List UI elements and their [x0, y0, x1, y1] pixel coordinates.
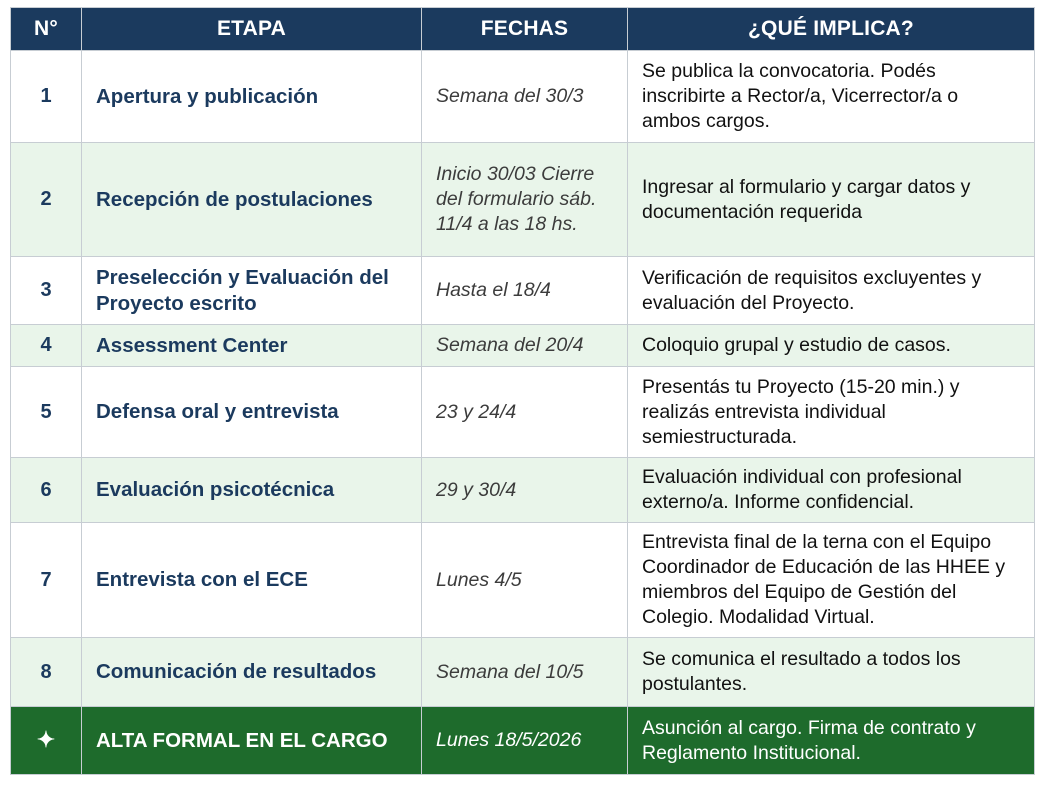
table-row: [11, 367, 1035, 458]
table-row: [11, 143, 1035, 257]
row-desc: Se comunica el resultado a todos los postulantes.: [628, 638, 1035, 707]
row-number: 3: [11, 257, 82, 325]
row-etapa: Evaluación psicotécnica: [82, 458, 422, 523]
row-etapa: ALTA FORMAL EN EL CARGO: [82, 707, 422, 775]
table-header-row: [11, 8, 1035, 51]
schedule-table: [10, 7, 1035, 775]
table-row: [11, 257, 1035, 325]
row-desc: Se publica la convocatoria. Podés inscribirte a Rector/a, Vicerrector/a o ambos cargos.: [628, 51, 1035, 143]
table-row: [11, 638, 1035, 707]
row-desc: Presentás tu Proyecto (15-20 min.) y realizás entrevista individual semiestructurada.: [628, 367, 1035, 458]
row-fecha: 23 y 24/4: [422, 367, 628, 458]
header-etapa: ETAPA: [82, 8, 422, 51]
row-fecha: Semana del 10/5: [422, 638, 628, 707]
row-fecha: Inicio 30/03 Cierre del formulario sáb. 11/4 a las 18 hs.: [422, 143, 628, 257]
sparkle-star-icon: ✦: [36, 727, 56, 752]
header-fechas: FECHAS: [422, 8, 628, 51]
final-row: [11, 707, 1035, 775]
row-fecha: Semana del 30/3: [422, 51, 628, 143]
header-implica: ¿QUÉ IMPLICA?: [628, 8, 1035, 51]
row-etapa: Entrevista con el ECE: [82, 523, 422, 638]
row-number: 2: [11, 143, 82, 257]
row-etapa: Preselección y Evaluación del Proyecto escrito: [82, 257, 422, 325]
row-desc: Asunción al cargo. Firma de contrato y Reglamento Institucional.: [628, 707, 1035, 775]
row-etapa: Recepción de postulaciones: [82, 143, 422, 257]
row-desc: Ingresar al formulario y cargar datos y documentación requerida: [628, 143, 1035, 257]
table-row: [11, 325, 1035, 367]
table-row: [11, 51, 1035, 143]
row-number: 1: [11, 51, 82, 143]
row-number: 8: [11, 638, 82, 707]
row-number: 6: [11, 458, 82, 523]
row-number: 4: [11, 325, 82, 367]
row-number: 5: [11, 367, 82, 458]
table-row: [11, 458, 1035, 523]
row-etapa: Apertura y publicación: [82, 51, 422, 143]
row-desc: Coloquio grupal y estudio de casos.: [628, 325, 1035, 367]
row-etapa: Comunicación de resultados: [82, 638, 422, 707]
row-desc: Verificación de requisitos excluyentes y evaluación del Proyecto.: [628, 257, 1035, 325]
row-number: 7: [11, 523, 82, 638]
row-fecha: 29 y 30/4: [422, 458, 628, 523]
row-desc: Evaluación individual con profesional externo/a. Informe confidencial.: [628, 458, 1035, 523]
table-row: [11, 523, 1035, 638]
row-etapa: Assessment Center: [82, 325, 422, 367]
row-fecha: Semana del 20/4: [422, 325, 628, 367]
row-number: [11, 707, 82, 775]
row-fecha: Lunes 18/5/2026: [422, 707, 628, 775]
header-num: N°: [11, 8, 82, 51]
row-etapa: Defensa oral y entrevista: [82, 367, 422, 458]
row-fecha: Hasta el 18/4: [422, 257, 628, 325]
schedule-table-container: [10, 7, 1034, 775]
row-fecha: Lunes 4/5: [422, 523, 628, 638]
row-desc: Entrevista final de la terna con el Equipo Coordinador de Educación de las HHEE y miembros del Equipo de Gestión del Colegio. Modalidad Virtual.: [628, 523, 1035, 638]
